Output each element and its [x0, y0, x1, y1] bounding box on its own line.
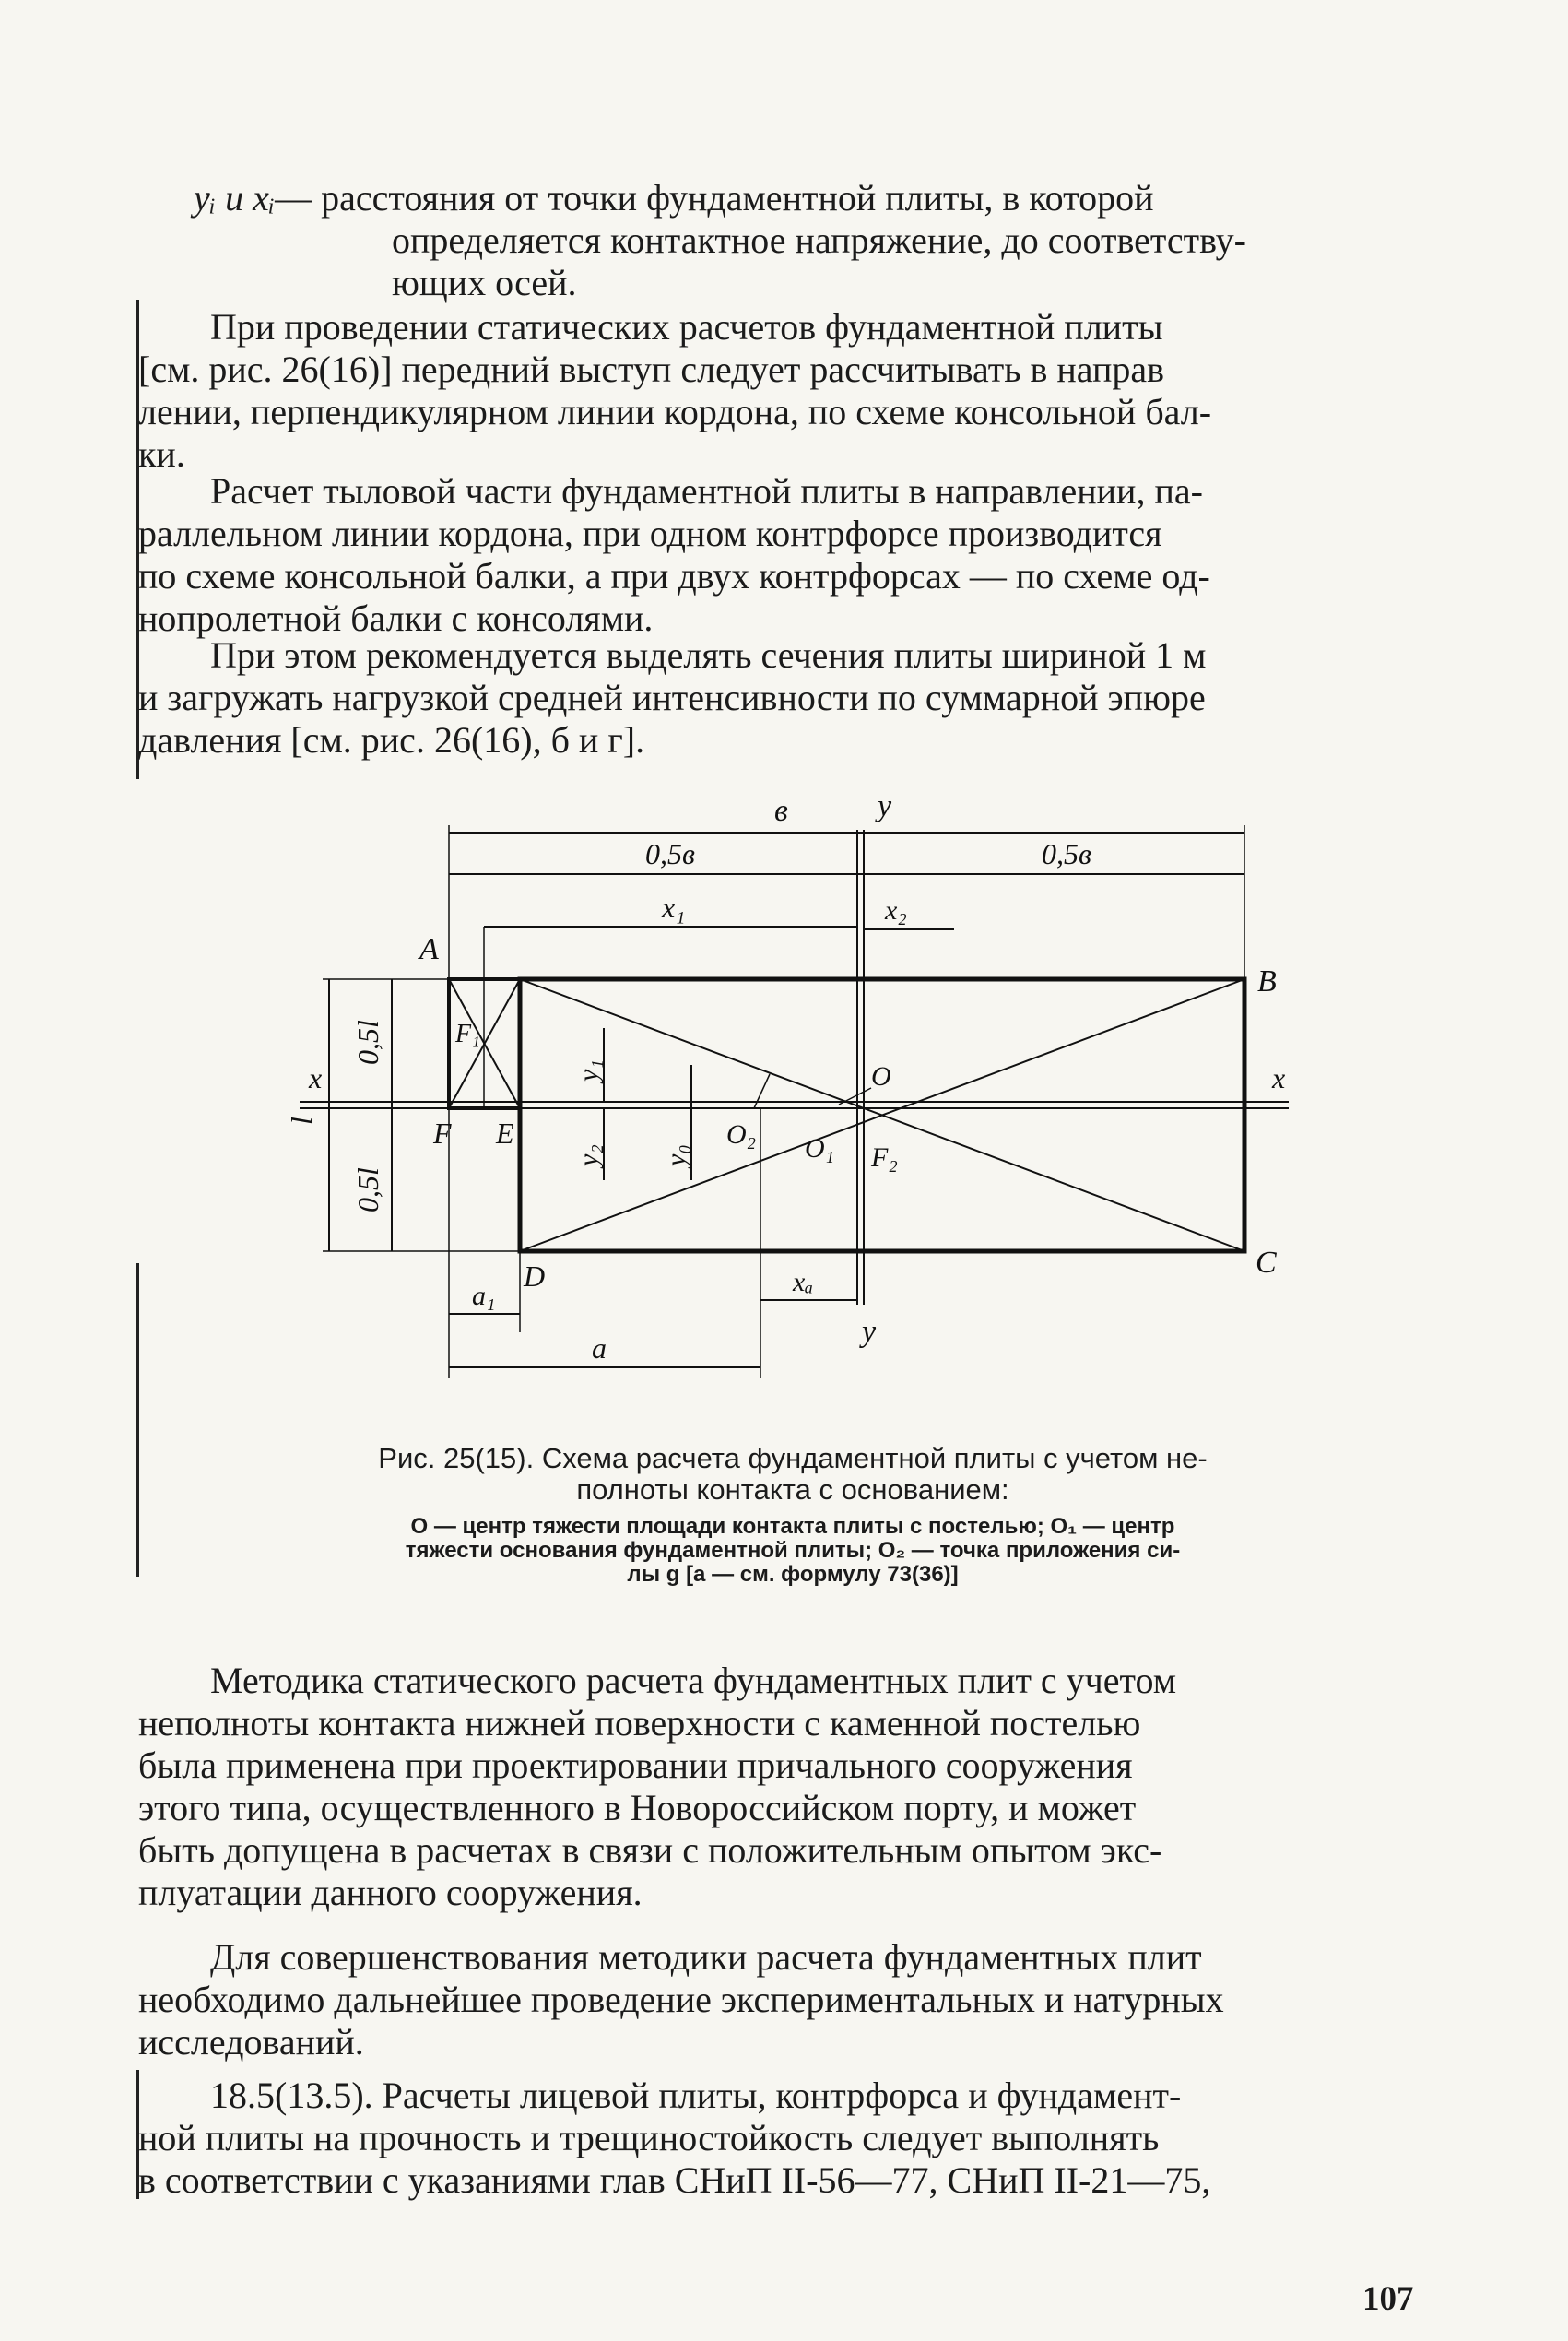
text-line: При этом рекомендуется выделять сечения плиты шириной 1 м: [210, 634, 1207, 676]
caption-legend-line: O — центр тяжести площади контакта плиты с постелью; O₁ — центр: [410, 1514, 1175, 1539]
label-D: D: [524, 1259, 546, 1293]
caption-title-line: Рис. 25(15). Схема расчета фундаментной плиты с учетом не-: [378, 1442, 1208, 1474]
label-O2: O₂: [726, 1119, 757, 1150]
text-line: плуатации данного сооружения.: [138, 1872, 643, 1913]
label-F: F: [433, 1117, 452, 1150]
text-line: нопролетной балки с консолями.: [138, 597, 654, 639]
text-line: Расчет тыловой части фундаментной плиты в направлении, па-: [210, 470, 1203, 512]
text-line: При проведении статических расчетов фундаментной плиты: [210, 306, 1163, 348]
text-line: давления [см. рис. 26(16), б и г].: [138, 719, 645, 761]
definition-line: ющих осей.: [392, 262, 577, 303]
text-line: раллельном линии кордона, при одном контрфорсе производится: [138, 513, 1162, 554]
label-y-top: y: [878, 789, 892, 823]
label-F1: F₁: [455, 1020, 480, 1048]
text-line: была применена при проектировании причального сооружения: [138, 1744, 1133, 1786]
text-line: по схеме консольной балки, а при двух контрфорсах — по схеме од-: [138, 555, 1210, 597]
paragraph-18-5: [138, 2075, 1424, 2202]
text-line: в соответствии с указаниями глав СНиП II-56—77, СНиП II-21—75,: [138, 2159, 1211, 2201]
label-l: l: [285, 1117, 318, 1125]
page-number: 107: [1362, 2280, 1414, 2318]
text-line: и загружать нагрузкой средней интенсивности по суммарной эпюре: [138, 677, 1206, 718]
paragraph-methodology: [138, 1660, 1424, 1914]
label-y0: y₀: [661, 1144, 691, 1166]
label-half-b-left: 0,5в: [645, 837, 695, 870]
paragraph-improvement: [138, 1936, 1424, 2063]
label-half-b-right: 0,5в: [1042, 837, 1091, 870]
o2-pointer: [754, 1074, 770, 1108]
label-O: O: [871, 1061, 891, 1092]
text-line: этого типа, осуществленного в Новороссийском порту, и может: [138, 1787, 1137, 1828]
foundation-slab-diagram: [277, 788, 1401, 1397]
label-xa: xₐ: [793, 1267, 814, 1297]
caption-legend-line: лы g [a — см. формулу 73(36)]: [627, 1562, 959, 1587]
caption-title-line: полноты контакта с основанием:: [576, 1473, 1009, 1506]
label-a: a: [592, 1331, 607, 1365]
definition: [194, 177, 1429, 304]
text-line: ки.: [138, 433, 185, 475]
label-a1: a₁: [472, 1281, 496, 1311]
label-y2: y₂: [573, 1144, 604, 1166]
label-B: B: [1257, 964, 1277, 999]
label-y1: y₁: [573, 1059, 604, 1082]
label-E: E: [496, 1117, 514, 1150]
label-A: A: [419, 932, 439, 966]
label-x1: x₁: [662, 891, 686, 924]
text-line: быть допущена в расчетах в связи с положительным опытом экс-: [138, 1829, 1162, 1871]
text-line: ной плиты на прочность и трещиностойкость следует выполнять: [138, 2117, 1160, 2158]
label-F2: F₂: [871, 1142, 898, 1173]
text-line: исследований.: [138, 2021, 364, 2063]
text-line: Для совершенствования методики расчета фундаментных плит: [210, 1936, 1202, 1978]
label-b: в: [774, 794, 788, 828]
label-half-l-bottom: 0,5l: [351, 1167, 384, 1212]
paragraph-sections: [138, 634, 1424, 762]
text-line: Методика статического расчета фундаментных плит с учетом: [210, 1660, 1177, 1701]
label-x-left: x: [309, 1061, 323, 1094]
paragraph-static-calc: [138, 306, 1424, 476]
label-C: C: [1256, 1246, 1277, 1280]
label-x-right: x: [1272, 1061, 1286, 1094]
paragraph-rear-part: [138, 470, 1424, 640]
label-half-l-top: 0,5l: [351, 1020, 384, 1065]
text-line: [см. рис. 26(16)] передний выступ следует рассчитывать в направ: [138, 349, 1165, 390]
figure-caption: [277, 1443, 1309, 1587]
margin-bar: [136, 1263, 139, 1577]
label-y-bottom: y: [862, 1315, 877, 1349]
text-line: лении, перпендикулярном линии кордона, по схеме консольной бал-: [138, 391, 1212, 432]
caption-legend-line: тяжести основания фундаментной плиты; O₂ — точка приложения си-: [405, 1538, 1181, 1563]
definition-line: — расстояния от точки фундаментной плиты, в которой: [275, 177, 1154, 219]
text-line: необходимо дальнейшее проведение экспериментальных и натурных: [138, 1979, 1224, 2020]
label-O1: O₁: [805, 1133, 835, 1164]
definition-symbols: yᵢ и xᵢ: [194, 177, 276, 219]
text-line: неполноты контакта нижней поверхности с каменной постелью: [138, 1702, 1141, 1744]
definition-line: определяется контактное напряжение, до соответству-: [392, 219, 1246, 261]
text-line: 18.5(13.5). Расчеты лицевой плиты, контрфорса и фундамент-: [210, 2075, 1182, 2116]
label-x2: x₂: [885, 895, 907, 926]
